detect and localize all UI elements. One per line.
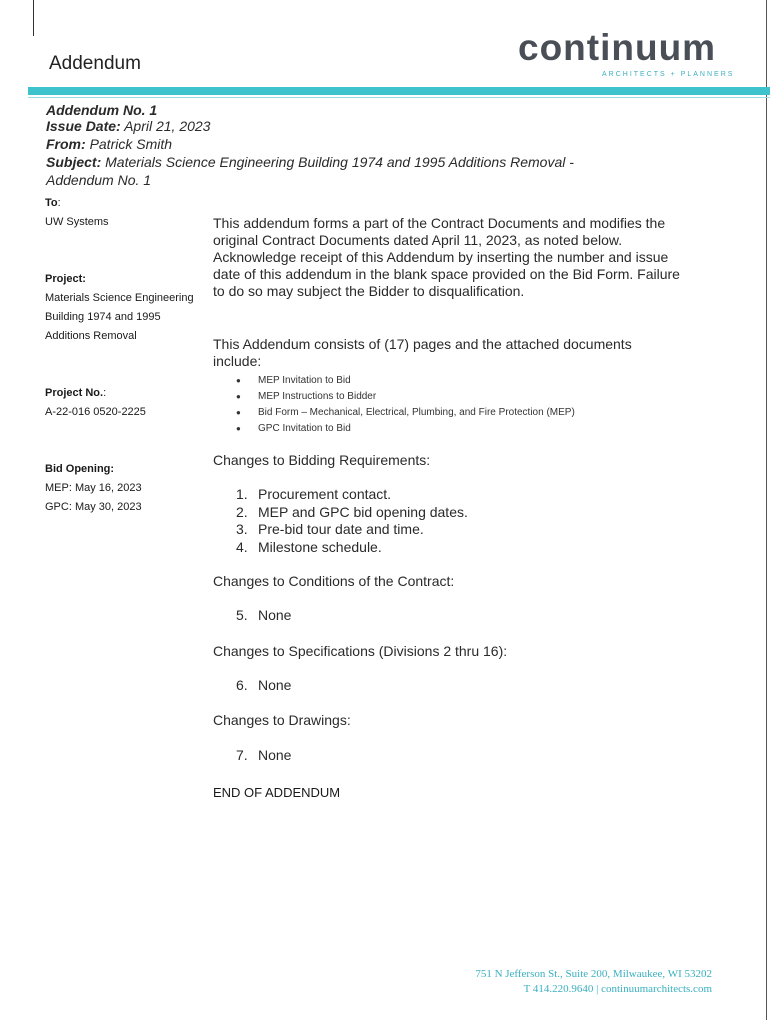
project-line-3: Additions Removal <box>45 330 137 342</box>
footer-contact: T 414.220.9640 | continuumarchitects.com <box>523 983 712 995</box>
list-item: 2. MEP and GPC bid opening dates. <box>236 503 468 520</box>
footer-address: 751 N Jefferson St., Suite 200, Milwaukee, WI 53202 <box>475 968 712 980</box>
bidding-heading: Changes to Bidding Requirements: <box>213 452 431 468</box>
bid-opening-label: Bid Opening: <box>45 463 115 475</box>
list-item: 1. Procurement contact. <box>236 486 392 502</box>
subject-line: Subject: Materials Science Engineering Building 1974 and 1995 Additions Removal - <box>46 154 574 170</box>
list-item: 3. Pre-bid tour date and time. <box>236 521 424 537</box>
conditions-list <box>236 607 291 625</box>
list-item: ● MEP Invitation to Bid <box>236 373 575 389</box>
list-item: ● MEP Instructions to Bidder <box>236 389 575 405</box>
list-item: 4. Milestone schedule. <box>236 538 382 555</box>
project-no-value: A-22-016 0520-2225 <box>45 406 146 418</box>
end-of-addendum: END OF ADDENDUM <box>213 785 341 800</box>
project-line-2: Building 1974 and 1995 <box>45 311 161 323</box>
intro-paragraph: This addendum forms a part of the Contract Documents and modifies the original Contract Documents dated April 11, 2023, as noted below. Acknowledge receipt of this Addendum by inserting the number and issue date of this addendum in the blank space provided on the Bid Form. Failure to do so may subject the Bidder to disqualification. <box>213 215 680 299</box>
continuum-logo <box>518 27 735 83</box>
logo-tagline: ARCHITECTS + PLANNERS <box>602 71 735 78</box>
subject-line-cont: Addendum No. 1 <box>46 172 152 188</box>
to-label: To: <box>45 197 61 209</box>
addendum-number: Addendum No. 1 <box>46 102 158 118</box>
bid-opening-gpc: GPC: May 30, 2023 <box>45 501 142 513</box>
issue-date: Issue Date: April 21, 2023 <box>46 118 211 134</box>
logo-wordmark: continuum <box>518 27 717 68</box>
bid-opening-mep: MEP: May 16, 2023 <box>45 482 142 494</box>
project-label: Project: <box>45 273 86 285</box>
list-item: 7. None <box>236 747 292 763</box>
list-item: ● GPC Invitation to Bid <box>236 421 575 437</box>
drawings-list <box>236 747 291 765</box>
bidding-list <box>236 486 468 556</box>
attachment-list <box>236 373 575 437</box>
project-line-1: Materials Science Engineering <box>45 292 194 304</box>
header-accent-bar <box>28 87 770 95</box>
list-item: ● Bid Form – Mechanical, Electrical, Plumbing, and Fire Protection (MEP) <box>236 405 575 421</box>
conditions-heading: Changes to Conditions of the Contract: <box>213 573 455 589</box>
drawings-heading: Changes to Drawings: <box>213 712 351 728</box>
list-item: 5. None <box>236 607 292 623</box>
right-margin-line <box>766 0 767 1020</box>
left-margin-line <box>33 0 34 36</box>
specs-heading: Changes to Specifications (Divisions 2 thru 16): <box>213 643 508 659</box>
from-line: From: Patrick Smith <box>46 136 173 152</box>
project-no-label: Project No.: <box>45 387 107 399</box>
page-title: Addendum <box>49 53 141 74</box>
header-accent-line <box>28 97 770 98</box>
specs-list <box>236 677 291 695</box>
consists-paragraph: This Addendum consists of (17) pages and the attached documents include: <box>213 336 632 369</box>
to-value: UW Systems <box>45 216 109 228</box>
list-item: 6. None <box>236 677 292 693</box>
